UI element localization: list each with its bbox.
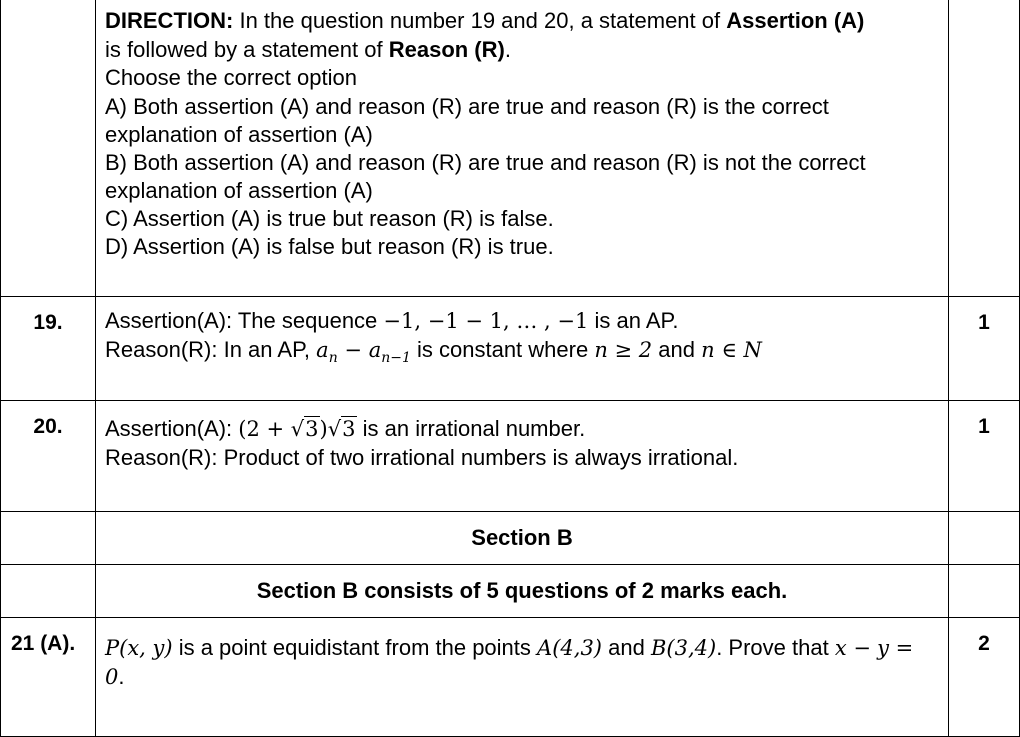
equation-end: y = 0 xyxy=(105,636,914,689)
direction-intro-2 xyxy=(105,36,936,65)
question-21-end: . xyxy=(118,663,125,689)
question-21-prove: . Prove that xyxy=(716,635,829,660)
surd-expression xyxy=(238,416,356,441)
marks-value: 2 xyxy=(949,618,1020,737)
option-d: D) Assertion (A) is false but reason (R) is true. xyxy=(105,233,554,259)
sequence-math: −1, −1 − 1, … , −1 xyxy=(383,309,589,333)
question-number: 19. xyxy=(1,297,96,401)
question-19-assertion xyxy=(105,307,936,336)
direction-intro xyxy=(105,7,936,36)
section-b-title-row xyxy=(1,512,1020,565)
term-b: a xyxy=(368,337,382,362)
direction-number-cell xyxy=(1,0,96,297)
condition-n-in-n: n ∈ N xyxy=(701,337,762,362)
point-a: A(4,3) xyxy=(537,636,602,660)
direction-intro-b: is followed by a statement of xyxy=(105,36,383,62)
direction-intro-a: In the question number 19 and 20, a statement of xyxy=(239,8,721,33)
question-21-text-a: is a point equidistant from the points xyxy=(178,635,531,660)
question-19-row xyxy=(1,297,1020,401)
equation-start: x − xyxy=(834,636,871,660)
assertion-label: Assertion(A): The sequence xyxy=(105,308,378,333)
question-number: 21 (A). xyxy=(1,618,96,737)
reason-label: Reason(R): In an AP, xyxy=(105,336,311,362)
subscript-n-minus-1: n−1 xyxy=(381,349,411,366)
point-p: P(x, y) xyxy=(105,636,173,660)
choose-option-text: Choose the correct option xyxy=(105,65,357,90)
assertion-label: Assertion(A): xyxy=(105,416,233,441)
open-paren: (2 + xyxy=(238,417,291,441)
term-a: a xyxy=(316,337,329,362)
assertion-suffix: is an AP. xyxy=(594,308,679,333)
assertion-suffix: is an irrational number. xyxy=(362,416,586,441)
direction-cell xyxy=(96,0,949,297)
question-20-row xyxy=(1,401,1020,512)
question-20-reason: Reason(R): Product of two irrational numbers is always irrational. xyxy=(105,444,739,470)
section-b-sub-marks-cell xyxy=(949,565,1020,618)
difference-math xyxy=(316,337,411,366)
question-20-assertion xyxy=(105,415,936,444)
sqrt-symbol-2: √3 xyxy=(327,417,356,441)
section-b-sub-number-cell xyxy=(1,565,96,618)
question-19-reason xyxy=(105,336,936,373)
marks-value: 1 xyxy=(949,401,1020,512)
question-number: 20. xyxy=(1,401,96,512)
direction-row xyxy=(1,0,1020,297)
option-a: A) Both assertion (A) and reason (R) are true and reason (R) is the correct explanation of assertion (A) xyxy=(105,93,829,147)
option-b: B) Both assertion (A) and reason (R) are true and reason (R) is not the correct explanation of assertion (A) xyxy=(105,149,866,203)
section-b-number-cell xyxy=(1,512,96,565)
minus-sign: − xyxy=(337,337,369,362)
option-c: C) Assertion (A) is true but reason (R) is false. xyxy=(105,205,554,231)
reason-middle: is constant where xyxy=(417,336,589,362)
close-paren: ) xyxy=(319,417,328,441)
radicand-2: 3 xyxy=(342,417,356,441)
reason-term: Reason (R) xyxy=(388,36,505,62)
question-21-and: and xyxy=(608,635,645,660)
subscript-n: n xyxy=(328,349,338,366)
marks-value: 1 xyxy=(949,297,1020,401)
question-20-text xyxy=(96,401,949,512)
direction-intro-end: . xyxy=(504,36,511,62)
question-21-text xyxy=(96,618,949,737)
sqrt-symbol: √3 xyxy=(290,417,319,441)
radicand-1: 3 xyxy=(305,417,319,441)
section-b-subtitle: Section B consists of 5 questions of 2 marks each. xyxy=(96,565,949,618)
section-b-subtitle-row xyxy=(1,565,1020,618)
direction-label: DIRECTION: xyxy=(105,8,234,33)
question-19-text xyxy=(96,297,949,401)
question-21-row xyxy=(1,618,1020,737)
reason-and: and xyxy=(658,336,696,362)
direction-marks-cell xyxy=(949,0,1020,297)
point-b: B(3,4) xyxy=(650,636,717,660)
section-b-title: Section B xyxy=(96,512,949,565)
condition-n-ge-2: n ≥ 2 xyxy=(594,337,653,362)
section-b-marks-cell xyxy=(949,512,1020,565)
assertion-term: Assertion (A) xyxy=(726,8,865,33)
